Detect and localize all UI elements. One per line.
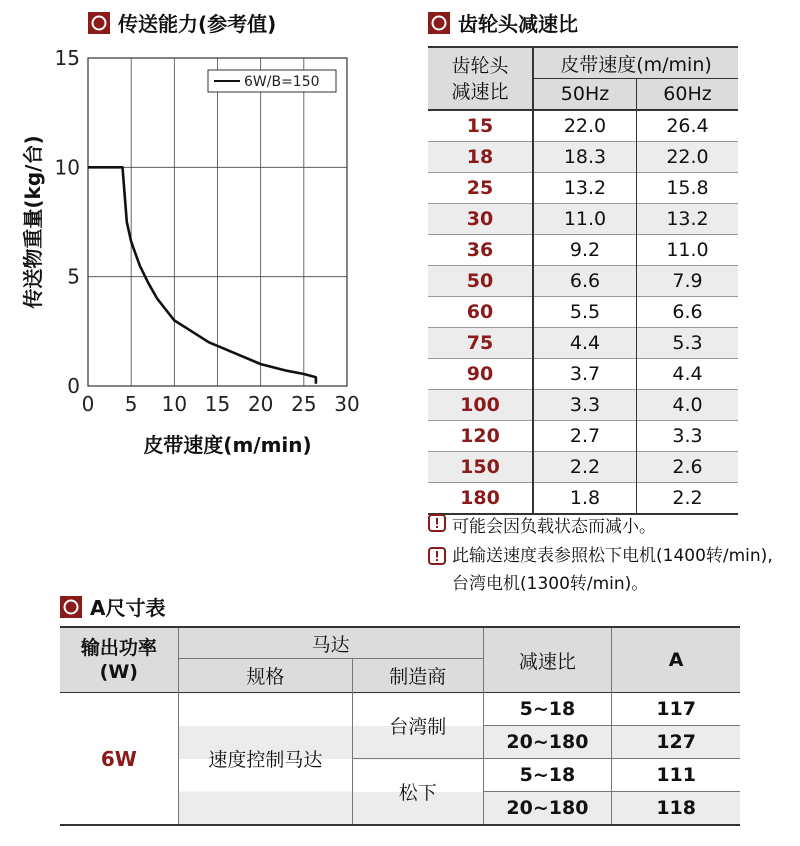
gear-speed-50hz-cell: 4.4 [533, 328, 637, 359]
gear-header-speed: 皮带速度(m/min) [533, 47, 738, 79]
y-tick-label: 10 [54, 155, 80, 180]
a-header-motor: 马达 [178, 627, 483, 659]
gear-table-row [428, 390, 738, 421]
gear-speed-60hz-cell: 15.8 [637, 173, 738, 204]
note-motor-reference [428, 542, 773, 598]
gear-table-row [428, 235, 738, 266]
gear-speed-50hz-cell: 3.3 [533, 390, 637, 421]
a-section-title: A尺寸表 [90, 596, 166, 620]
gear-speed-50hz-cell: 6.6 [533, 266, 637, 297]
gear-speed-50hz-cell: 2.2 [533, 452, 637, 483]
gear-ratio-cell: 60 [428, 297, 533, 328]
capacity-chart [0, 40, 380, 480]
gear-speed-50hz-cell: 2.7 [533, 421, 637, 452]
gear-ratio-cell: 36 [428, 235, 533, 266]
circle-bullet-icon [60, 596, 82, 618]
x-tick-label: 20 [247, 392, 274, 416]
a-size-table [60, 626, 740, 826]
chart-section-title: 传送能力(参考值) [118, 12, 277, 36]
gear-ratio-cell: 18 [428, 142, 533, 173]
gear-table-row [428, 328, 738, 359]
gear-ratio-cell: 100 [428, 390, 533, 421]
gear-table-row [428, 483, 738, 515]
gear-ratio-cell: 120 [428, 421, 533, 452]
note-motor-line2: 台湾电机(1300转/min)。 [452, 574, 649, 594]
a-header-power-line1: 输出功率 [80, 637, 157, 659]
a-ratio-3: 5~18 [483, 759, 612, 792]
chart-section-header [88, 8, 276, 37]
gear-speed-50hz-cell: 18.3 [533, 142, 637, 173]
gear-speed-60hz-cell: 7.9 [637, 266, 738, 297]
gear-header-60hz: 60Hz [637, 79, 738, 111]
gear-table-row [428, 110, 738, 142]
gear-speed-60hz-cell: 6.6 [637, 297, 738, 328]
x-tick-label: 5 [124, 392, 138, 416]
gear-header-ratio [428, 47, 533, 110]
legend-label: 6W/B=150 [244, 74, 320, 90]
a-value-2: 127 [612, 726, 740, 759]
a-maker-panasonic: 松下 [353, 759, 484, 826]
gear-ratio-cell: 75 [428, 328, 533, 359]
gear-speed-60hz-cell: 4.4 [637, 359, 738, 390]
x-tick-label: 10 [161, 392, 188, 416]
a-ratio-1: 5~18 [483, 693, 612, 726]
x-axis-label: 皮带速度(m/min) [143, 433, 312, 457]
warning-icon [428, 547, 446, 565]
a-value-1: 117 [612, 693, 740, 726]
a-section-header [60, 592, 165, 621]
gear-ratio-cell: 15 [428, 110, 533, 142]
gear-ratio-cell: 180 [428, 483, 533, 515]
y-tick-label: 5 [67, 264, 80, 289]
gear-header-ratio-line1: 齿轮头 [451, 54, 509, 77]
gear-ratio-cell: 50 [428, 266, 533, 297]
gear-speed-50hz-cell: 3.7 [533, 359, 637, 390]
a-header-a: A [612, 627, 740, 693]
gear-speed-60hz-cell: 4.0 [637, 390, 738, 421]
a-header-spec: 规格 [178, 659, 352, 693]
x-tick-label: 0 [81, 392, 95, 416]
gear-table-row [428, 142, 738, 173]
note-load [428, 512, 656, 537]
y-axis-label: 传送物重量(kg/台) [21, 135, 45, 309]
gear-ratio-cell: 25 [428, 173, 533, 204]
gear-speed-60hz-cell: 2.6 [637, 452, 738, 483]
gear-speed-50hz-cell: 13.2 [533, 173, 637, 204]
gear-speed-60hz-cell: 13.2 [637, 204, 738, 235]
a-header-ratio: 减速比 [483, 627, 612, 693]
circle-bullet-icon [428, 12, 450, 34]
gear-speed-60hz-cell: 3.3 [637, 421, 738, 452]
circle-bullet-icon [88, 12, 110, 34]
gear-ratio-table [428, 46, 738, 515]
gear-ratio-cell: 30 [428, 204, 533, 235]
gear-speed-60hz-cell: 26.4 [637, 110, 738, 142]
gear-section-header [428, 8, 578, 37]
gear-header-50hz: 50Hz [533, 79, 637, 111]
a-ratio-4: 20~180 [483, 792, 612, 826]
a-header-power [60, 627, 178, 693]
gear-speed-50hz-cell: 1.8 [533, 483, 637, 515]
gear-table-row [428, 359, 738, 390]
y-tick-label: 0 [67, 374, 80, 398]
gear-table-row [428, 204, 738, 235]
a-value-4: 118 [656, 797, 696, 819]
gear-speed-50hz-cell: 5.5 [533, 297, 637, 328]
gear-speed-50hz-cell: 9.2 [533, 235, 637, 266]
a-header-maker: 制造商 [353, 659, 484, 693]
a-maker-taiwan: 台湾制 [353, 693, 484, 759]
gear-speed-60hz-cell: 11.0 [637, 235, 738, 266]
gear-speed-60hz-cell: 5.3 [637, 328, 738, 359]
gear-section-title: 齿轮头减速比 [458, 12, 578, 36]
capacity-chart-svg [0, 40, 380, 480]
gear-speed-60hz-cell: 2.2 [637, 483, 738, 515]
a-value-3: 111 [612, 759, 740, 792]
gear-ratio-cell: 150 [428, 452, 533, 483]
y-tick-label: 15 [54, 46, 80, 70]
gear-table-row [428, 173, 738, 204]
x-tick-label: 25 [291, 392, 317, 416]
gear-table-row [428, 421, 738, 452]
gear-table-row [428, 266, 738, 297]
note-motor-line1: 此输送速度表参照松下电机(1400转/min), [452, 546, 773, 566]
warning-icon [428, 514, 446, 532]
note-load-text: 可能会因负载状态而减小。 [452, 517, 656, 537]
x-tick-label: 30 [334, 392, 360, 416]
x-tick-label: 15 [204, 392, 231, 416]
gear-speed-60hz-cell: 22.0 [637, 142, 738, 173]
a-header-power-line2: (W) [99, 661, 138, 683]
gear-table-row [428, 297, 738, 328]
gear-header-ratio-line2: 减速比 [451, 80, 509, 103]
gear-ratio-cell: 90 [428, 359, 533, 390]
a-power-value: 6W [60, 693, 178, 826]
a-spec-value: 速度控制马达 [178, 693, 352, 826]
a-ratio-2: 20~180 [483, 726, 612, 759]
gear-speed-50hz-cell: 22.0 [533, 110, 637, 142]
gear-speed-50hz-cell: 11.0 [533, 204, 637, 235]
gear-table-row [428, 452, 738, 483]
